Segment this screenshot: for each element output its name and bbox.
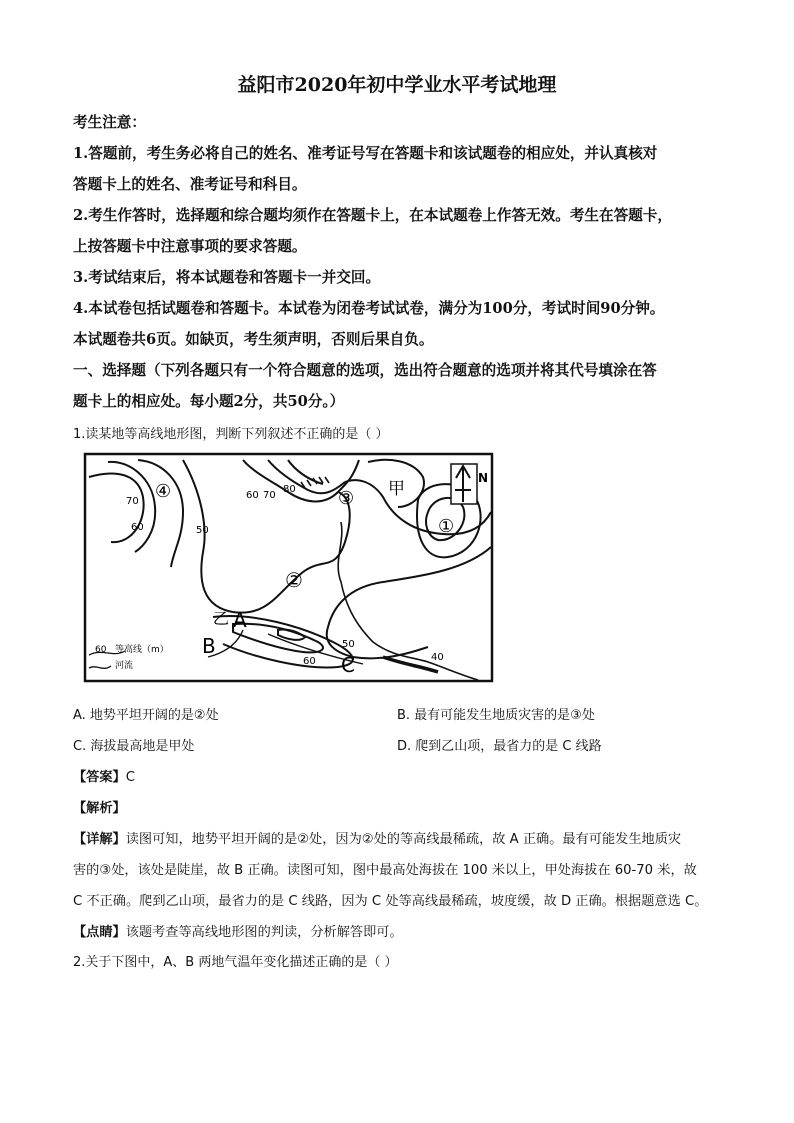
contour-label: 70 — [263, 490, 276, 501]
area-label-jia: 甲 — [388, 479, 405, 499]
notice-line: 答题卡上的姓名、准考证号和科目。 — [73, 176, 307, 193]
analysis-line — [73, 797, 126, 816]
notice-line: 1.答题前，考生务必将自己的姓名、准考证号写在答题卡和该试题卷的相应处，并认真核对 — [73, 145, 658, 162]
contour-map — [83, 452, 495, 684]
point-label-b: B — [202, 634, 216, 658]
contour-label: 60 — [131, 522, 144, 533]
contour-label: 80 — [283, 484, 296, 495]
detail-tag: 【详解】 — [73, 832, 126, 847]
legend-contour-value: 60 — [95, 645, 107, 655]
detail-line: 害的③处，该处是陡崖，故 B 正确。读图可知，图中最高处海拔在 100 米以上，甲处海拔在 60-70 米，故 — [73, 863, 697, 878]
answer-tag: 【答案】 — [73, 770, 126, 785]
legend-contour-text: 等高线（m） — [115, 645, 169, 655]
contour-label: 60 — [246, 490, 259, 501]
detail-text: 读图可知，地势平坦开阔的是②处，因为②处的等高线最稀疏，故 A 正确。最有可能发生地质灾 — [125, 832, 682, 847]
answer-value: C — [125, 770, 135, 785]
page-title: 益阳市2020年初中学业水平考试地理 — [237, 74, 557, 96]
option-b: B. 最有可能发生地质灾害的是③处 — [397, 708, 595, 723]
question-1-stem: 1.读某地等高线地形图，判断下列叙述不正确的是（ ） — [73, 427, 389, 442]
answer-line — [73, 766, 135, 785]
notice-line: 2.考生作答时，选择题和综合题均须作在答题卡上，在本试题卷上作答无效。考生在答题卡， — [73, 207, 672, 224]
detail-line — [73, 828, 681, 847]
point-label-yi: 乙 — [213, 609, 230, 628]
point-label-c: C — [341, 653, 355, 677]
section-instruction: 题卡上的相应处。每小题2分，共50分。） — [73, 393, 345, 410]
detail-line: C 不正确。爬到乙山项，最省力的是 C 线路，因为 C 处等高线最稀疏，坡度缓，故 D 正确。根据题意选 C。 — [73, 894, 708, 909]
contour-label: 50 — [196, 525, 209, 536]
north-label: N — [478, 471, 489, 485]
option-c: C. 海拔最高地是甲处 — [73, 739, 195, 754]
contour-label: 50 — [342, 639, 355, 650]
contour-label: 60 — [303, 656, 316, 667]
notice-line: 3.考试结束后，将本试题卷和答题卡一并交回。 — [73, 269, 381, 286]
area-label-1: ① — [438, 516, 455, 537]
comment-line — [73, 921, 403, 940]
contour-label: 70 — [126, 496, 139, 507]
notice-line: 4.本试卷包括试题卷和答题卡。本试卷为闭卷考试试卷，满分为100分，考试时间90分钟。 — [73, 300, 665, 317]
comment-tag: 【点睛】 — [73, 925, 126, 940]
option-d: D. 爬到乙山项，最省力的是 C 线路 — [397, 739, 602, 754]
legend-river-text: 河流 — [115, 661, 134, 671]
contour-label: 40 — [431, 652, 444, 663]
analysis-tag: 【解析】 — [73, 801, 126, 816]
notice-line: 本试题卷共6页。如缺页，考生须声明，否则后果自负。 — [73, 331, 434, 348]
section-instruction: 一、选择题（下列各题只有一个符合题意的选项，选出符合题意的选项并将其代号填涂在答 — [73, 362, 657, 379]
area-label-2: ② — [285, 568, 303, 592]
comment-text: 该题考查等高线地形图的判读，分析解答即可。 — [125, 925, 403, 940]
area-label-4: ④ — [155, 481, 172, 502]
notice-line: 上按答题卡中注意事项的要求答题。 — [73, 238, 307, 255]
point-label-a: A — [233, 608, 247, 632]
question-2-stem: 2.关于下图中，A、B 两地气温年变化描述正确的是（ ） — [73, 955, 398, 970]
area-label-3: ③ — [338, 488, 355, 509]
notice-heading: 考生注意： — [73, 114, 146, 131]
option-a: A. 地势平坦开阔的是②处 — [73, 708, 219, 723]
